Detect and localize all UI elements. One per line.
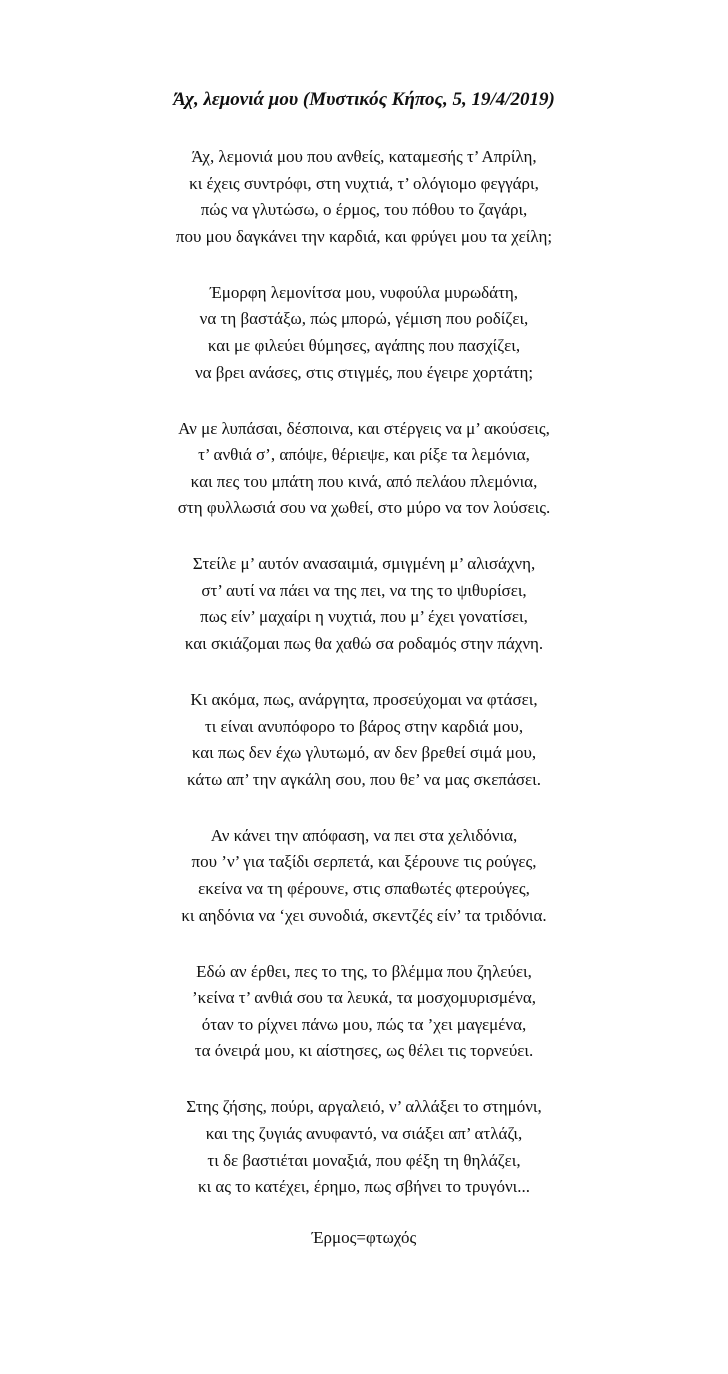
poem-line: Κι ακόμα, πως, ανάργητα, προσεύχομαι να φτάσει, xyxy=(190,690,538,710)
poem-line: και με φιλεύει θύμησες, αγάπης που πασχίζει, xyxy=(207,335,521,355)
poem-body xyxy=(0,144,728,1230)
poem-line: να τη βαστάξω, πώς μπορώ, γέμιση που ροδίζει, xyxy=(199,309,529,329)
poem-line: τι δε βαστιέται μοναξιά, που φέξη τη θηλάζει, xyxy=(207,1150,521,1170)
stanza xyxy=(0,416,728,522)
stanza xyxy=(0,144,728,250)
poem-line: εκείνα να τη φέρουνε, στις σπαθωτές φτερούγες, xyxy=(198,879,530,899)
poem-line: Αν με λυπάσαι, δέσποινα, και στέργεις να μ’ ακούσεις, xyxy=(178,418,550,438)
poem-line: και της ζυγιάς ανυφαντό, να σιάξει απ’ ατλάζι, xyxy=(205,1123,523,1143)
poem-line: ’κείνα τ’ ανθιά σου τα λευκά, τα μοσχομυρισμένα, xyxy=(192,988,536,1008)
poem-line: κι έχεις συντρόφι, στη νυχτιά, τ’ ολόγιομο φεγγάρι, xyxy=(189,173,539,193)
poem-line: τ’ ανθιά σ’, απόψε, θέριεψε, και ρίξε τα λεμόνια, xyxy=(198,445,530,465)
poem-line: τι είναι ανυπόφορο το βάρος στην καρδιά μου, xyxy=(204,716,524,736)
stanza xyxy=(0,280,728,386)
poem-title: Άχ, λεμονιά μου (Μυστικός Κήπος, 5, 19/4/2019) xyxy=(173,89,555,110)
poem-line: κι αηδόνια να ‘χει συνοδιά, σκεντζές είν’ τα τριδόνια. xyxy=(181,905,547,925)
poem-line: κάτω απ’ την αγκάλη σου, που θε’ να μας σκεπάσει. xyxy=(187,769,541,789)
poem-line: και σκιάζομαι πως θα χαθώ σα ροδαμός στην πάχνη. xyxy=(184,634,544,654)
stanza xyxy=(0,1094,728,1200)
poem-line: Στης ζήσης, πούρι, αργαλειό, ν’ αλλάξει το στημόνι, xyxy=(186,1097,542,1117)
stanza xyxy=(0,823,728,929)
poem-line: όταν το ρίχνει πάνω μου, πώς τα ’χει μαγεμένα, xyxy=(201,1014,527,1034)
stanza xyxy=(0,687,728,793)
stanza xyxy=(0,959,728,1065)
poem-line: Έμορφη λεμονίτσα μου, νυφούλα μυρωδάτη, xyxy=(209,282,519,302)
poem-line: τα όνειρά μου, κι αίστησες, ως θέλει τις τορνεύει. xyxy=(194,1041,534,1061)
poem-line: πώς να γλυτώσω, ο έρμος, του πόθου το ζαγάρι, xyxy=(200,200,528,220)
poem-line: Αν κάνει την απόφαση, να πει στα χελιδόνια, xyxy=(210,825,518,845)
poem-line: Άχ, λεμονιά μου που ανθείς, καταμεσής τ’ Απρίλη, xyxy=(191,147,537,166)
poem-line: και πες του μπάτη που κινά, από πελάου πλεμόνια, xyxy=(190,471,538,491)
poem-line: πως είν’ μαχαίρι η νυχτιά, που μ’ έχει γονατίσει, xyxy=(200,607,528,627)
poem-line: που ’ν’ για ταξίδι σερπετά, και ξέρουνε τις ρούγες, xyxy=(191,852,537,872)
poem-line: που μου δαγκάνει την καρδιά, και φρύγει μου τα χείλη; xyxy=(175,226,553,246)
poem-line: κι ας το κατέχει, έρημο, πως σβήνει το τρυγόνι... xyxy=(198,1177,530,1197)
poem-line: Εδώ αν έρθει, πες το της, το βλέμμα που ζηλεύει, xyxy=(196,961,532,981)
stanza xyxy=(0,551,728,657)
poem-line: στη φυλλωσιά σου να χωθεί, στο μύρο να τον λούσεις. xyxy=(177,498,551,518)
poem-line: και πως δεν έχω γλυτωμό, αν δεν βρεθεί σιμά μου, xyxy=(191,743,537,763)
poem-line: στ’ αυτί να πάει να της πει, να της το ψιθυρίσει, xyxy=(201,580,527,600)
poem-line: Στείλε μ’ αυτόν ανασαιμιά, σμιγμένη μ’ αλισάχνη, xyxy=(192,554,536,574)
footnote: Έρμος=φτωχός xyxy=(311,1228,417,1247)
poem-line: να βρει ανάσες, στις στιγμές, που έγειρε χορτάτη; xyxy=(194,362,534,382)
